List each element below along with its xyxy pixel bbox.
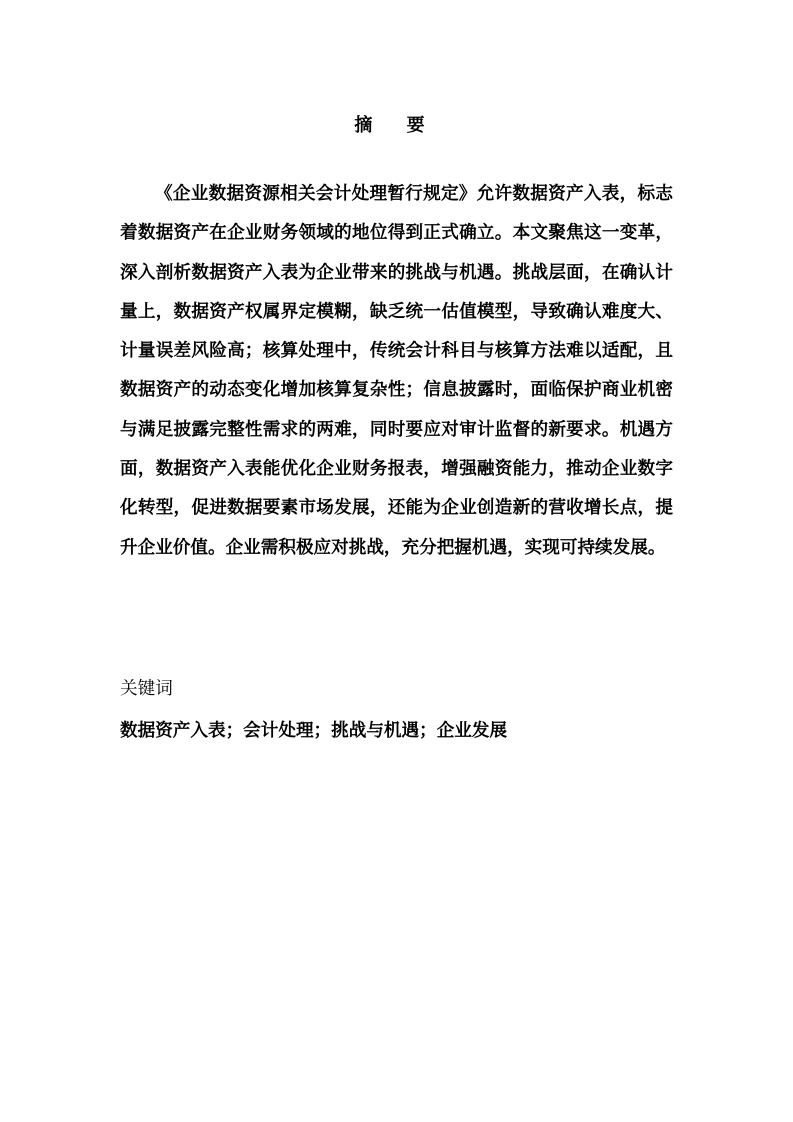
keywords-list: 数据资产入表；会计处理；挑战与机遇；企业发展: [120, 720, 508, 741]
keywords-heading: 关键词: [120, 679, 173, 699]
abstract-title: 摘 要: [354, 115, 439, 136]
abstract-body: 《企业数据资源相关会计处理暂行规定》允许数据资产入表，标志着数据资产在企业财务领域的地位得到正式确立。本文聚焦这一变革，深入剖析数据资产入表为企业带来的挑战与机遇。挑战层面，在确认计量上，数据资产权属界定模糊，缺乏统一估值模型，导致确认难度大、计量误差风险高；核算处理中，传统会计科目与核算方法难以适配，且数据资产的动态变化增加核算复杂性；信息披露时，面临保护商业机密与满足披露完整性需求的两难，同时要应对审计监督的新要求。机遇方面，数据资产入表能优化企业财务报表，增强融资能力，推动企业数字化转型，促进数据要素市场发展，还能为企业创造新的营收增长点，提升企业价值。企业需积极应对挑战，充分把握机遇，实现可持续发展。: [120, 183, 673, 558]
